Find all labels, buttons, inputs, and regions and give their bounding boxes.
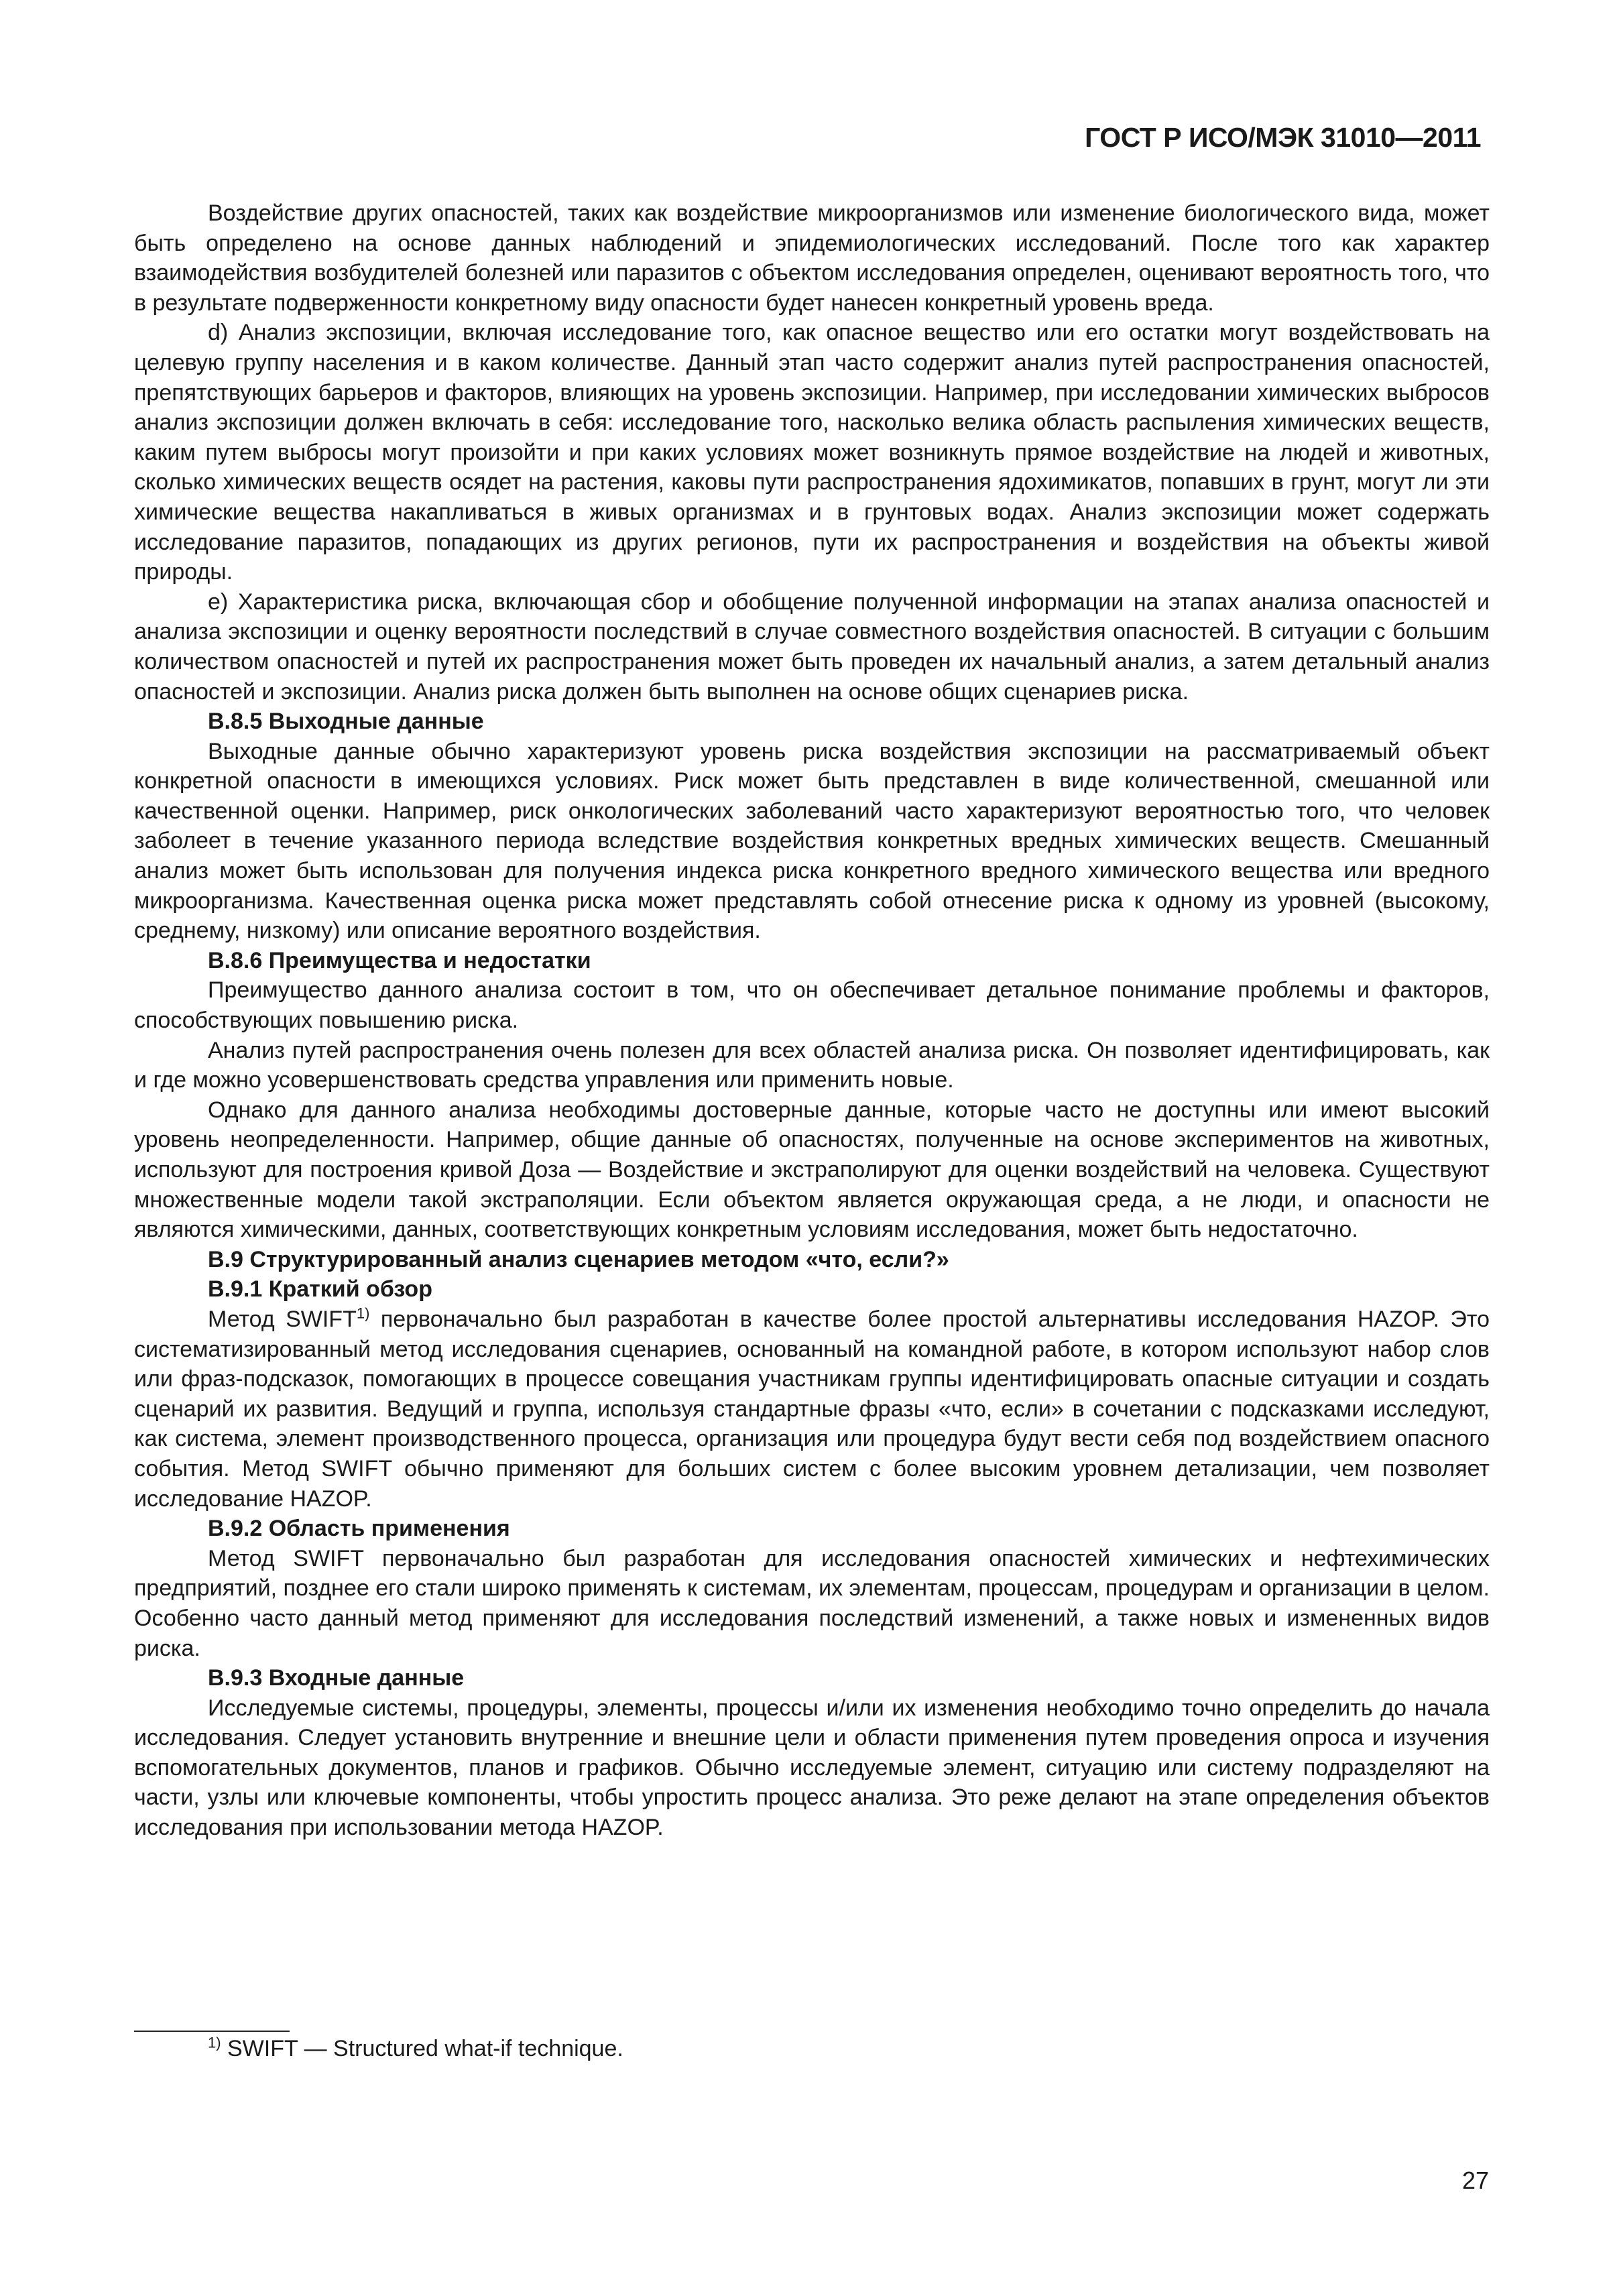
paragraph: Исследуемые системы, процедуры, элементы, процессы и/или их изменения необходимо точно определить до начала исследования. Следует установить внутренние и внешние цели и области применения путем проведения опроса и изучения вспомогательных документов, планов и графиков. Обычно исследуемые элемент, ситуацию или систему подразделяют на части, узлы или ключевые компоненты, чтобы упростить процесс анализа. Это реже делают на этапе определения объектов исследования при использовании метода HAZOP. [134,1695,1490,1841]
paragraph: d) Анализ экспозиции, включая исследование того, как опасное вещество или его остатки могут воздействовать на целевую группу населения и в каком количестве. Данный этап часто содержит анализ путей распространения опасностей, препятствующих барьеров и факторов, влияющих на уровень экспозиции. Например, при исследовании химических выбросов анализ экспозиции должен включать в себя: исследование того, насколько велика область распыления химических веществ, каким путем выбросы могут произойти и при каких условиях может возникнуть прямое воздействие на людей и животных, сколько химических веществ осядет на растения, каковы пути распространения ядохимикатов, попавших в грунт, могут ли эти химические вещества накапливаться в живых организмах и в грунтовых водах. Анализ экспозиции может содержать исследование паразитов, попадающих из других регионов, пути их распространения и воздействия на объекты живой природы. [134,320,1490,585]
section-heading: В.9.3 Входные данные [208,1665,465,1691]
body-text [134,198,1490,1843]
page-number: 27 [1461,2167,1489,2194]
paragraph [134,1305,1490,1514]
section-heading: В.9.2 Область применения [208,1516,510,1542]
footnote-divider [134,2031,290,2032]
paragraph: Воздействие других опасностей, таких как воздействие микроорганизмов или изменение биологического вида, может быть определено на основе данных наблюдений и эпидемиологических исследований. После того как характер взаимодействия возбудителей болезней или паразитов с объектом исследования определен, оценивают вероятность того, что в результате подверженности конкретному виду опасности будет нанесен конкретный уровень вреда. [134,200,1490,316]
section-heading: В.9.1 Краткий обзор [208,1276,432,1303]
section-heading: В.8.6 Преимущества и недостатки [208,947,591,973]
footnote [208,2034,623,2063]
paragraph: Метод SWIFT первоначально был разработан для исследования опасностей химических и нефтехимических предприятий, позднее его стали широко применять к системам, их элементам, процессам, процедурам и организации в целом. Особенно часто данный метод применяют для исследования последствий изменений, а также новых и измененных видов риска. [134,1545,1490,1661]
footnote-reference: 1) [356,1305,370,1322]
paragraph: Преимущество данного анализа состоит в том, что он обеспечивает детальное понимание проблемы и факторов, способствующих повышению риска. [134,977,1490,1034]
paragraph: Выходные данные обычно характеризуют уровень риска воздействия экспозиции на рассматриваемый объект конкретной опасности в имеющихся условиях. Риск может быть представлен в виде количественной, смешанной или качественной оценки. Например, риск онкологических заболеваний часто характеризуют вероятностью того, что человек заболеет в течение указанного периода вследствие воздействия конкретных вредных химических веществ. Смешанный анализ может быть использован для получения индекса риска конкретного вредного химического вещества или вредного микроорганизма. Качественная оценка риска может представлять собой отнесение риска к одному из уровней (высокому, среднему, низкому) или описание вероятного воздействия. [134,738,1490,944]
paragraph: e) Характеристика риска, включающая сбор и обобщение полученной информации на этапах анализа опасностей и анализа экспозиции и оценку вероятности последствий в случае совместного воздействия опасностей. В ситуации с большим количеством опасностей и путей их распространения может быть проведен их начальный анализ, а затем детальный анализ опасностей и экспозиции. Анализ риска должен быть выполнен на основе общих сценариев риска. [134,589,1490,705]
paragraph-text: первоначально был разработан в качестве более простой альтернативы исследования HAZOP. Это систематизированный метод исследования сценариев, основанный на командной работе, в котором используют набор слов или фраз-подсказок, помогающих в процессе совещания участникам группы идентифицировать опасные ситуации и создать сценарий их развития. Ведущий и группа, используя стандартные фразы «что, если» в сочетании с подсказками исследуют, как система, элемент производственного процесса, организация или процедура будут вести себя под воздействием опасного события. Метод SWIFT обычно применяют для больших систем с более высоким уровнем детализации, чем позволяет исследование HAZOP. [134,1306,1490,1512]
paragraph-text: Метод SWIFT [208,1306,357,1332]
standard-header: ГОСТ Р ИСО/МЭК 31010—2011 [1085,122,1481,153]
section-heading: В.8.5 Выходные данные [208,709,484,735]
paragraph: Однако для данного анализа необходимы достоверные данные, которые часто не доступны или имеют высокий уровень неопределенности. Например, общие данные об опасностях, полученные на основе экспериментов на животных, используют для построения кривой Доза — Воздействие и экстраполируют для оценки воздействий на человека. Существуют множественные модели такой экстраполяции. Если объектом является окружающая среда, а не люди, и опасности не являются химическими, данных, соответствующих конкретным условиям исследования, может быть недостаточно. [134,1097,1490,1243]
paragraph: Анализ путей распространения очень полезен для всех областей анализа риска. Он позволяет идентифицировать, как и где можно усовершенствовать средства управления или применить новые. [134,1037,1490,1093]
footnote-text: SWIFT — Structured what-if technique. [221,2036,623,2061]
section-heading: В.9 Структурированный анализ сценариев методом «что, если?» [208,1246,949,1272]
footnote-mark: 1) [208,2034,221,2051]
